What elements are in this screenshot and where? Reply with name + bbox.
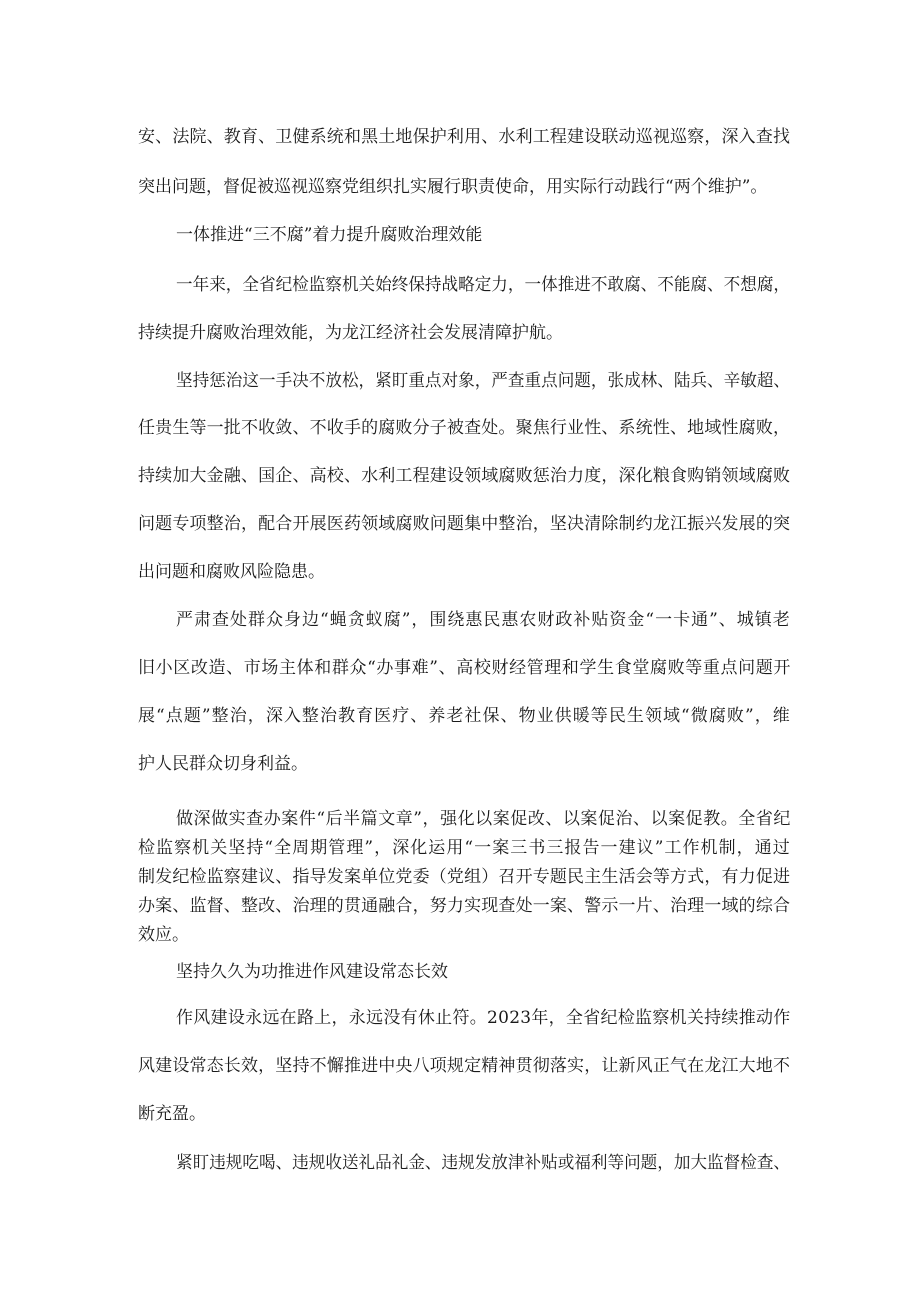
paragraph-line: 断充盈。 bbox=[138, 1104, 206, 1124]
section-heading: 坚持久久为功推进作风建设常态长效 bbox=[176, 962, 448, 982]
paragraph-line: 坚持惩治这一手决不放松，紧盯重点对象，严查重点问题，张成林、陆兵、辛敏超、 bbox=[176, 371, 791, 391]
paragraph-line: 严肃查处群众身边“蝇贪蚁腐”，围绕惠民惠农财政补贴资金“一卡通”、城镇老 bbox=[176, 610, 791, 630]
paragraph-line: 一年来，全省纪检监察机关始终保持战略定力，一体推进不敢腐、不能腐、不想腐， bbox=[176, 275, 791, 295]
paragraph-line: 护人民群众切身利益。 bbox=[138, 754, 308, 774]
paragraph-line: 作风建设永远在路上，永远没有休止符。2023年，全省纪检监察机关持续推动作 bbox=[176, 1008, 791, 1028]
paragraph-line: 安、法院、教育、卫健系统和黑土地保护利用、水利工程建设联动巡视巡察，深入查找 bbox=[138, 127, 791, 147]
paragraph-line: 展“点题”整治，深入整治教育医疗、养老社保、物业供暖等民生领域“微腐败”，维 bbox=[138, 706, 791, 726]
paragraph-line: 持续加大金融、国企、高校、水利工程建设领域腐败惩治力度，深化粮食购销领域腐败 bbox=[138, 466, 791, 486]
paragraph-line: 效应。 bbox=[138, 925, 189, 945]
paragraph-line: 办案、监督、整改、治理的贯通融合，努力实现查处一案、警示一片、治理一域的综合 bbox=[138, 896, 791, 916]
paragraph-line: 突出问题，督促被巡视巡察党组织扎实履行职责使命，用实际行动践行“两个维护”。 bbox=[138, 177, 768, 197]
paragraph-line: 任贵生等一批不收敛、不收手的腐败分子被查处。聚焦行业性、系统性、地域性腐败， bbox=[138, 418, 791, 438]
paragraph-line: 紧盯违规吃喝、违规收送礼品礼金、违规发放津补贴或福利等问题，加大监督检查、 bbox=[176, 1153, 791, 1173]
paragraph-line: 问题专项整治，配合开展医药领域腐败问题集中整治，坚决清除制约龙江振兴发展的突 bbox=[138, 514, 791, 534]
paragraph-line: 出问题和腐败风险隐患。 bbox=[138, 562, 325, 582]
paragraph-line: 旧小区改造、市场主体和群众“办事难”、高校财经管理和学生食堂腐败等重点问题开 bbox=[138, 658, 792, 678]
paragraph-line: 持续提升腐败治理效能，为龙江经济社会发展清障护航。 bbox=[138, 323, 563, 343]
section-heading: 一体推进“三不腐”着力提升腐败治理效能 bbox=[176, 225, 483, 245]
paragraph-line: 制发纪检监察建议、指导发案单位党委（党组）召开专题民主生活会等方式，有力促进 bbox=[138, 867, 791, 887]
paragraph-line: 检监察机关坚持“全周期管理”，深化运用“一案三书三报告一建议”工作机制，通过 bbox=[138, 838, 791, 858]
paragraph-line: 风建设常态长效，坚持不懈推进中央八项规定精神贯彻落实，让新风正气在龙江大地不 bbox=[138, 1056, 791, 1076]
paragraph-line: 做深做实查办案件“后半篇文章”，强化以案促改、以案促治、以案促教。全省纪 bbox=[176, 809, 791, 829]
